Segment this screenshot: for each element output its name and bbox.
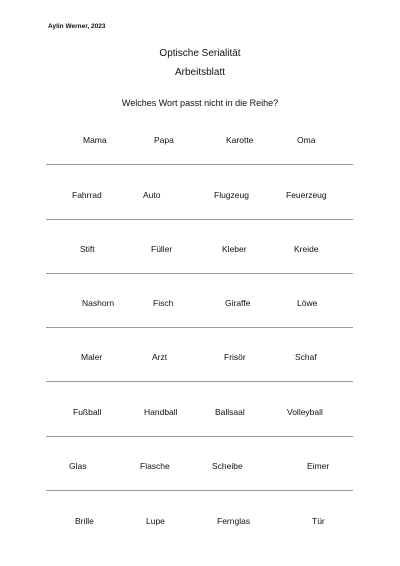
word-item: Handball xyxy=(144,407,178,417)
worksheet-title: Optische Serialität xyxy=(159,48,241,59)
word-row xyxy=(0,348,400,368)
word-item: Feuerzeug xyxy=(286,190,327,200)
word-item: Arzt xyxy=(152,352,168,362)
word-item: Papa xyxy=(154,135,174,145)
word-item: Glas xyxy=(69,461,87,471)
task-question: Welches Wort passt nicht in die Reihe? xyxy=(121,98,279,108)
row-divider xyxy=(46,381,353,382)
word-item: Karotte xyxy=(226,135,254,145)
row-divider xyxy=(46,490,353,491)
word-row xyxy=(0,240,400,260)
word-item: Fernglas xyxy=(217,516,251,526)
author-credit: Aylin Werner, 2023 xyxy=(48,23,106,30)
word-item: Tür xyxy=(312,516,325,526)
word-item: Nashorn xyxy=(82,298,115,308)
word-item: Fisch xyxy=(153,298,174,308)
word-item: Frisör xyxy=(224,352,246,362)
word-item: Löwe xyxy=(297,298,318,308)
word-row xyxy=(0,186,400,206)
word-item: Fahrrad xyxy=(72,190,102,200)
word-row xyxy=(0,512,400,532)
word-item: Kreide xyxy=(294,244,319,254)
word-item: Brille xyxy=(75,516,94,526)
word-row xyxy=(0,457,400,477)
word-row xyxy=(0,131,400,151)
word-item: Flasche xyxy=(140,461,170,471)
word-row xyxy=(0,403,400,423)
word-item: Maler xyxy=(81,352,103,362)
word-item: Mama xyxy=(83,135,107,145)
word-item: Fußball xyxy=(73,407,102,417)
word-item: Füller xyxy=(151,244,173,254)
word-item: Kleber xyxy=(222,244,247,254)
word-item: Schaf xyxy=(295,352,317,362)
word-item: Scheibe xyxy=(212,461,243,471)
word-item: Eimer xyxy=(307,461,330,471)
word-item: Ballsaal xyxy=(215,407,245,417)
word-item: Volleyball xyxy=(287,407,323,417)
row-divider xyxy=(46,273,353,274)
word-item: Stift xyxy=(80,244,95,254)
row-divider xyxy=(46,436,353,437)
word-row xyxy=(0,294,400,314)
row-divider xyxy=(46,164,353,165)
word-item: Auto xyxy=(143,190,161,200)
word-item: Giraffe xyxy=(225,298,251,308)
row-divider xyxy=(46,219,353,220)
word-item: Lupe xyxy=(146,516,165,526)
row-divider xyxy=(46,327,353,328)
word-item: Flugzeug xyxy=(214,190,249,200)
word-item: Oma xyxy=(297,135,316,145)
worksheet-subtitle: Arbeitsblatt xyxy=(174,67,226,78)
